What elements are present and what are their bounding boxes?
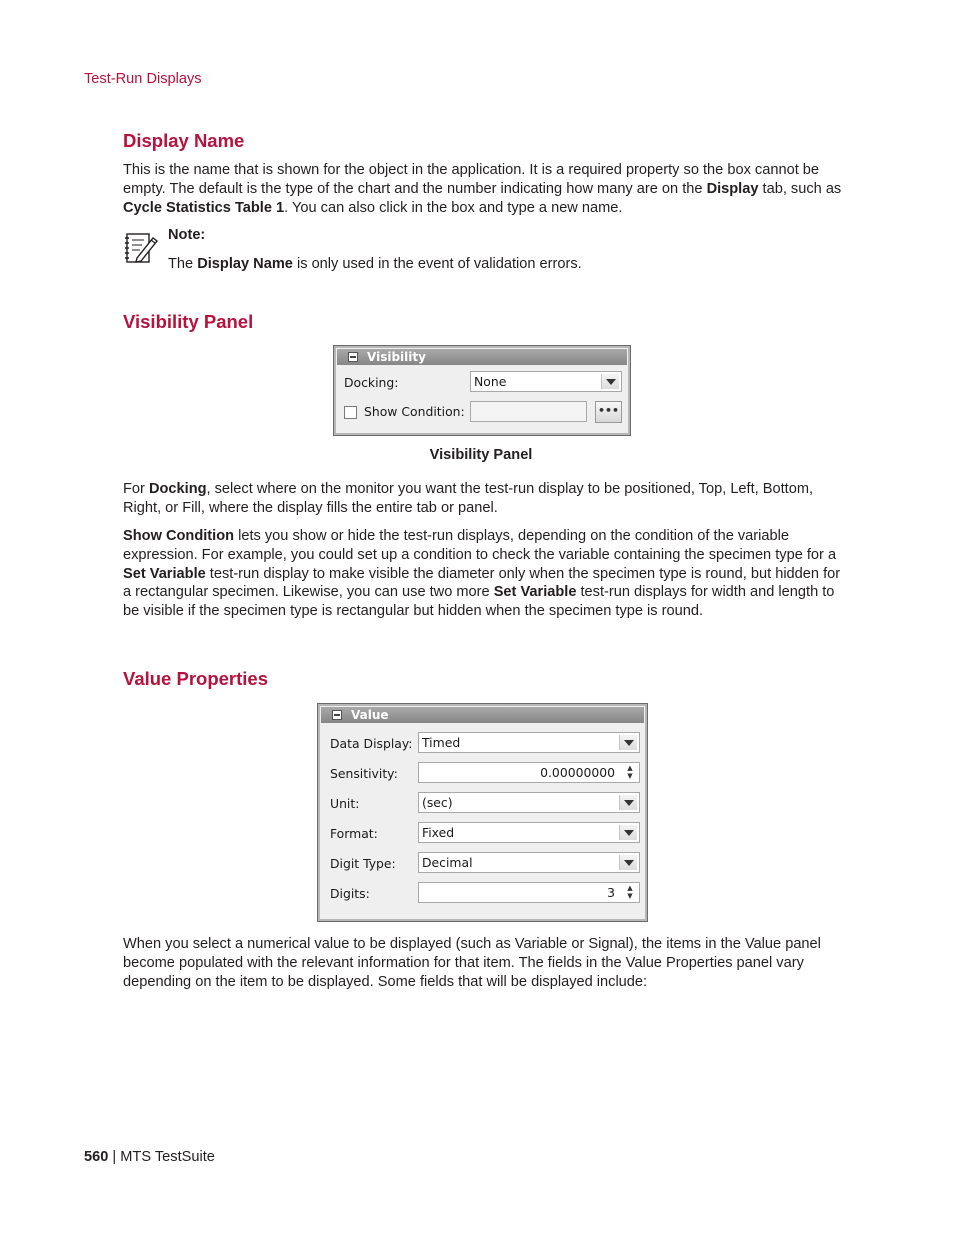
note-text [168,255,848,274]
value-row-value: (sec) [422,795,453,810]
chevron-down-icon[interactable] [619,795,637,810]
show-condition-label: Show Condition: [364,404,465,419]
visibility-panel-header[interactable] [337,349,627,365]
bold-term: Cycle Statistics Table 1 [123,199,285,216]
text-run: . You can also click in the box and type a new name. [284,199,623,216]
text-run: For [123,481,149,497]
value-dropdown[interactable] [418,852,640,873]
text-run: tab, such as [758,180,842,197]
show-condition-checkbox[interactable] [344,406,357,419]
value-row-label: Unit: [330,796,360,811]
docking-value: None [474,374,507,389]
value-spin-input[interactable] [418,882,640,903]
value-row-value: 0.00000000 [540,765,615,780]
docking-dropdown[interactable] [470,371,622,392]
bold-term: Display [706,180,759,197]
bold-term: Set Variable [493,584,577,601]
value-paragraph [123,935,845,991]
bold-term: Display Name [197,256,293,272]
value-panel-header[interactable] [321,707,644,723]
heading-value-properties: Value Properties [123,668,268,689]
value-row-label: Digit Type: [330,856,396,871]
product-name: MTS TestSuite [120,1149,215,1165]
figure-caption: Visibility Panel [429,447,533,463]
bold-term: Show Condition [123,528,235,544]
note-title: Note: [168,227,206,243]
display-name-paragraph [123,161,845,217]
chevron-down-icon[interactable] [619,825,637,840]
page-number: 560 [84,1149,109,1165]
text-run: The [168,256,198,272]
show-condition-input[interactable] [470,401,587,422]
chevron-down-icon[interactable] [619,735,637,750]
text-run: When you select a numerical value to be displayed (such as Variable or Signal), the items in the Value panel become populated with the relevant information for that item. The fields in the Value Properties panel vary depending on the item to be displayed. Some fields that will be displayed include: [123,936,821,990]
value-row-value: Fixed [422,825,455,840]
value-panel [317,703,648,922]
footer-separator: | [108,1149,121,1165]
text-run: lets you show or hide the test-run displays, depending on the condition of the variable expression. For example, you could set up a condition to check the variable containing the specimen type for a [123,528,837,563]
visibility-panel-title: Visibility [367,350,426,364]
chevron-down-icon[interactable] [601,374,619,389]
collapse-icon[interactable] [332,710,342,720]
docking-paragraph [123,480,845,518]
value-row-label: Format: [330,826,378,841]
value-panel-title: Value [351,708,389,722]
text-run: test-run display to make visible the diameter only when the specimen type is round, but hidden for a rectangular specimen. Likewise, you can use two more [123,565,841,601]
value-row-value: Decimal [422,855,473,870]
value-spin-input[interactable] [418,762,640,783]
value-row-label: Data Display: [330,736,413,751]
spinner-arrows-icon[interactable]: ▲ ▼ [627,884,633,900]
ellipsis-button[interactable]: ••• [595,401,622,423]
text-run: is only used in the event of validation errors. [292,256,582,272]
value-row-label: Sensitivity: [330,766,398,781]
value-row-value: 3 [607,885,615,900]
show-condition-paragraph [123,527,845,621]
value-dropdown[interactable] [418,822,640,843]
page-footer [84,1149,215,1165]
heading-display-name: Display Name [123,130,245,151]
docking-label: Docking: [344,375,399,390]
spinner-arrows-icon[interactable]: ▲ ▼ [627,764,633,780]
heading-visibility-panel: Visibility Panel [123,311,254,332]
value-row-value: Timed [422,735,461,750]
text-run: This is the name that is shown for the object in the application. It is a required property so the box cannot be empty. The default is the type of the chart and the number indicating how many are on the [123,162,820,197]
chevron-down-icon[interactable] [619,855,637,870]
value-dropdown[interactable] [418,732,640,753]
text-run: test-run displays for width and length to be visible if the specimen type is rectangular but hidden when the specimen type is round. [123,584,835,620]
text-run: , select where on the monitor you want the test-run display to be positioned, Top, Left, Bottom, Right, or Fill, where the display fills the entire tab or panel. [123,481,814,516]
collapse-icon[interactable] [348,352,358,362]
running-head: Test-Run Displays [84,71,202,87]
bold-term: Set Variable [123,565,206,582]
value-row-label: Digits: [330,886,370,901]
value-dropdown[interactable] [418,792,640,813]
visibility-panel [333,345,631,436]
note-icon [123,228,159,266]
bold-term: Docking [148,481,207,497]
